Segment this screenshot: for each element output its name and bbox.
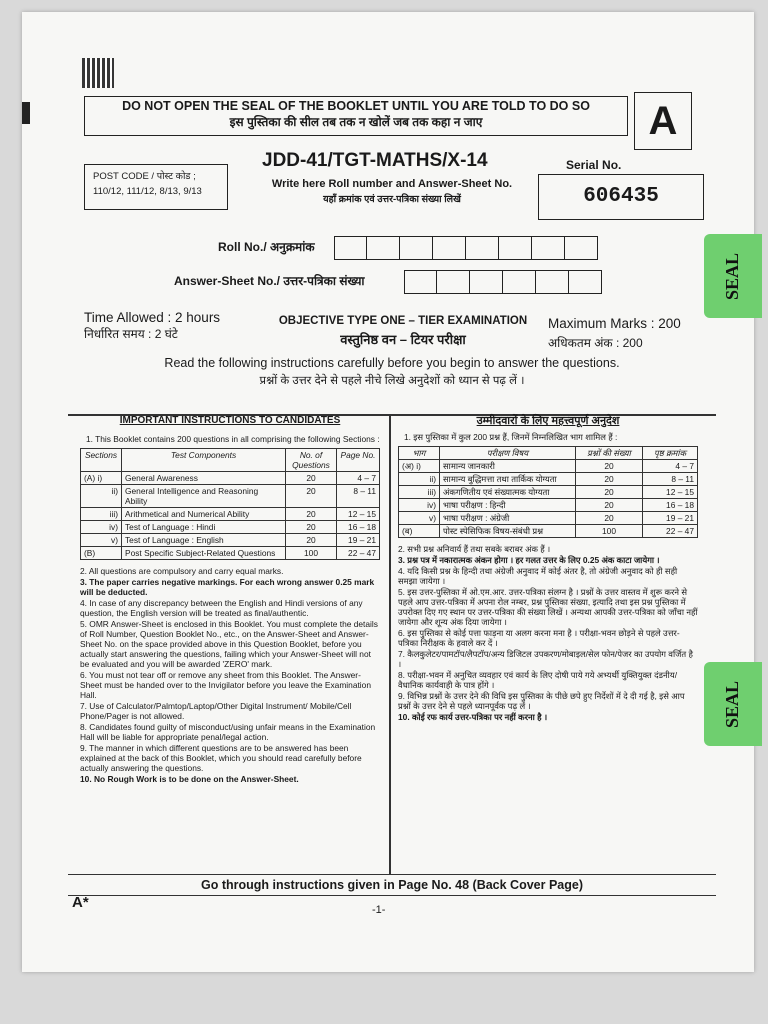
column-header: प्रश्नों की संख्या: [576, 447, 643, 460]
exam-type-hi: वस्तुनिष्ठ वन – टियर परीक्षा: [340, 332, 466, 347]
column-header: No. of Questions: [286, 449, 337, 472]
answer-sheet-label: Answer-Sheet No./ उत्तर-पत्रिका संख्या: [174, 274, 365, 288]
table-cell: सामान्य जानकारी: [440, 460, 576, 473]
list-item: 8. Candidates found guilty of misconduct/using unfair means in the Examination Hall will be liable for appropriate penal/legal action.: [80, 722, 376, 742]
list-item: 8. परीक्षा-भवन में अनुचित व्यवहार एवं कार्य के लिए दोषी पाये गये अभ्यर्थी युक्तियुक्त दंडनीय/वैधानिक कार्यवाही के पात्र होंगे ।: [398, 670, 678, 690]
seal-warning-box: [84, 96, 628, 136]
table-cell: iii): [399, 486, 440, 499]
column-header: Test Components: [122, 449, 286, 472]
table-cell: 22 – 47: [643, 525, 698, 538]
booklet-mark: A*: [72, 894, 89, 911]
back-cover-note: Go through instructions given in Page No. 48 (Back Cover Page): [68, 874, 716, 896]
maximum-marks-hi: अधिकतम अंक : 200: [548, 336, 643, 350]
list-item: 10. No Rough Work is to be done on the Answer-Sheet.: [80, 774, 299, 784]
table-header-row: [399, 447, 698, 460]
binding-strip: [22, 102, 30, 124]
table-cell: v): [81, 534, 122, 547]
table-row: [399, 499, 698, 512]
list-item: 7. कैलकुलेटर/पामटॉप/लैपटॉप/अन्य डिजिटल उपकरण/मोबाइल/सेल फोन/पेजर का उपयोग वर्जित है ।: [398, 649, 693, 669]
table-cell: 8 – 11: [337, 485, 380, 508]
post-code-label: POST CODE / पोस्ट कोड ;: [93, 171, 196, 182]
table-row: [81, 485, 380, 508]
maximum-marks-en: Maximum Marks : 200: [548, 316, 681, 331]
table-row: [81, 521, 380, 534]
table-cell: iii): [81, 508, 122, 521]
table-cell: 20: [286, 508, 337, 521]
exam-type-en: OBJECTIVE TYPE ONE – TIER EXAMINATION: [278, 315, 528, 327]
read-instruction-hi: प्रश्नों के उत्तर देने से पहले नीचे लिखे अनुदेशों को ध्यान से पढ़ लें ।: [259, 375, 525, 387]
table-cell: 16 – 18: [337, 521, 380, 534]
serial-label: Serial No.: [566, 158, 622, 172]
english-intro: 1. This Booklet contains 200 questions in all comprising the following Sections :: [86, 434, 380, 444]
list-item: 7. Use of Calculator/Palmtop/Laptop/Other Digital Instrument/ Mobile/Cell Phone/Pager is not allowed.: [80, 701, 352, 721]
table-cell: Post Specific Subject-Related Questions: [122, 547, 286, 560]
hindi-instructions: [398, 416, 698, 723]
post-code-box: [84, 164, 228, 210]
table-row: [81, 472, 380, 485]
table-cell: 20: [576, 499, 643, 512]
post-code-values: 110/12, 111/12, 8/13, 9/13: [93, 186, 202, 197]
table-cell: ii): [399, 473, 440, 486]
hindi-heading: उम्मीदवारों के लिए महत्त्वपूर्ण अनुदेश: [476, 415, 620, 427]
answer-sheet-number-field[interactable]: [404, 270, 602, 294]
table-cell: पोस्ट स्पेसिफिक विषय-संबंधी प्रश्न: [440, 525, 576, 538]
table-cell: Test of Language : English: [122, 534, 286, 547]
list-item: 3. The paper carries negative markings. For each wrong answer 0.25 mark will be deducted.: [80, 577, 375, 597]
write-instruction-hi: यहाँ क्रमांक एवं उत्तर-पत्रिका संख्या लिखें: [323, 194, 461, 205]
table-cell: 12 – 15: [337, 508, 380, 521]
read-instruction: [72, 356, 712, 388]
table-cell: 4 – 7: [337, 472, 380, 485]
column-divider: [389, 414, 391, 874]
booklet-code: JDD-41/TGT-MATHS/X-14: [262, 150, 488, 171]
table-cell: 22 – 47: [337, 547, 380, 560]
hindi-intro: 1. इस पुस्तिका में कुल 200 प्रश्न हैं, जिनमें निम्नलिखित भाग शामिल हैं :: [404, 432, 618, 442]
table-cell: 12 – 15: [643, 486, 698, 499]
english-heading: IMPORTANT INSTRUCTIONS TO CANDIDATES: [119, 415, 341, 426]
table-cell: iv): [399, 499, 440, 512]
list-item: 5. इस उत्तर-पुस्तिका में ओ.एम.आर. उत्तर-पत्रिका संलग्न है । प्रश्नों के उत्तर वास्तव में शुरू करने से पहले आप उत्तर-पत्रिका में अपना रोल नम्बर, प्रश्न पुस्तिका संख्या, इत्यादि तथा इस प्रश्न पुस्तिका में उपरोक्त दिए गए स्थान पर उत्तर-पत्रिका की संख्या लिखें । अन्यथा आपकी उत्तर-पत्रिका को जाँचा नहीं जायेगा और शून्य अंक दिया जायेगा ।: [398, 587, 698, 627]
table-row: [81, 534, 380, 547]
roll-number-label: Roll No./ अनुक्रमांक: [218, 240, 315, 254]
list-item: 9. The manner in which different questions are to be answered has been explained at the back of this Booklet, which you should read carefully before actually answering the questions.: [80, 743, 362, 773]
table-cell: (अ) i): [399, 460, 440, 473]
warning-hindi: इस पुस्तिका की सील तब तक न खोलें जब तक कहा न जाए: [229, 115, 483, 129]
table-cell: 20: [286, 534, 337, 547]
list-item: 2. All questions are compulsory and carry equal marks.: [80, 566, 284, 576]
table-cell: अंकगणितीय एवं संख्यात्मक योग्यता: [440, 486, 576, 499]
table-cell: General Intelligence and Reasoning Ability: [122, 485, 286, 508]
column-header: परीक्षण विषय: [440, 447, 576, 460]
list-item: 4. In case of any discrepancy between the English and Hindi versions of any question, the English version will be treated as final/authentic.: [80, 598, 363, 618]
english-sections-table: [80, 448, 380, 560]
table-cell: सामान्य बुद्धिमत्ता तथा तार्किक योग्यता: [440, 473, 576, 486]
table-cell: 20: [286, 485, 337, 508]
table-cell: 19 – 21: [643, 512, 698, 525]
table-cell: 20: [576, 460, 643, 473]
table-cell: Test of Language : Hindi: [122, 521, 286, 534]
column-header: Sections: [81, 449, 122, 472]
table-cell: 20: [576, 486, 643, 499]
list-item: 9. विभिन्न प्रश्नों के उत्तर देने की विधि इस पुस्तिका के पीछे छपे हुए निर्देशों में दे दी गई है, इसे आप प्रश्नों के उत्तर देने से पहले ध्यानपूर्वक पढ़ लें ।: [398, 691, 685, 711]
table-cell: 20: [286, 472, 337, 485]
time-allowed-en: Time Allowed : 2 hours: [84, 310, 221, 325]
list-item: 3. प्रश्न पत्र में नकारात्मक अंकन होगा । हर गलत उत्तर के लिए 0.25 अंक काटा जायेगा ।: [398, 555, 660, 565]
table-cell: 20: [576, 512, 643, 525]
time-allowed: [84, 310, 220, 342]
list-item: 6. इस पुस्तिका से कोई पत्ता फाड़ना या अलग करना मना है । परीक्षा-भवन छोड़ने से पहले उत्तर-पत्रिका निरीक्षक के हवाले कर दें ।: [398, 628, 680, 648]
table-row: [399, 525, 698, 538]
exam-type: [258, 315, 548, 348]
seal-tab-top: SEAL: [704, 234, 762, 318]
table-cell: (A) i): [81, 472, 122, 485]
list-item: 10. कोई रफ कार्य उत्तर-पत्रिका पर नहीं करना है ।: [398, 712, 548, 722]
hindi-sections-table: [398, 446, 698, 538]
table-cell: Arithmetical and Numerical Ability: [122, 508, 286, 521]
table-cell: भाषा परीक्षण : अंग्रेजी: [440, 512, 576, 525]
table-cell: 16 – 18: [643, 499, 698, 512]
table-cell: v): [399, 512, 440, 525]
table-row: [399, 486, 698, 499]
table-cell: 100: [286, 547, 337, 560]
question-booklet-cover: [22, 12, 754, 972]
seal-tab-bottom: SEAL: [704, 662, 762, 746]
list-item: 5. OMR Answer-Sheet is enclosed in this Booklet. You must complete the details of Roll Number, Question Booklet No., etc., on the Answer-Sheet and Answer-Sheet No. on the space provided above in this Question Booklet, before you actually start answering the questions, failing which your Answer-Sheet will not be evaluated and you will be awarded 'ZERO' mark.: [80, 619, 378, 669]
table-row: [399, 473, 698, 486]
serial-number: 606435: [538, 174, 704, 220]
roll-number-field[interactable]: [334, 236, 598, 260]
column-header: भाग: [399, 447, 440, 460]
english-instructions: [80, 416, 380, 785]
list-item: 2. सभी प्रश्न अनिवार्य हैं तथा सबके बराबर अंक हैं ।: [398, 544, 551, 554]
table-header-row: [81, 449, 380, 472]
table-cell: General Awareness: [122, 472, 286, 485]
table-cell: भाषा परीक्षण : हिन्दी: [440, 499, 576, 512]
table-cell: 20: [286, 521, 337, 534]
table-cell: iv): [81, 521, 122, 534]
table-cell: 100: [576, 525, 643, 538]
time-allowed-hi: निर्धारित समय : 2 घंटे: [84, 327, 178, 341]
english-instruction-list: [80, 566, 380, 784]
qr-code-icon: [82, 58, 114, 88]
maximum-marks: [548, 316, 681, 351]
page-number: -1-: [372, 904, 386, 916]
table-cell: 19 – 21: [337, 534, 380, 547]
write-instruction: [242, 178, 542, 205]
table-row: [399, 512, 698, 525]
table-row: [399, 460, 698, 473]
table-cell: ii): [81, 485, 122, 508]
table-row: [81, 547, 380, 560]
table-cell: (B): [81, 547, 122, 560]
table-cell: (ब): [399, 525, 440, 538]
warning-english: DO NOT OPEN THE SEAL OF THE BOOKLET UNTIL YOU ARE TOLD TO DO SO: [122, 99, 590, 113]
read-instruction-en: Read the following instructions carefully before you begin to answer the questions.: [164, 356, 620, 370]
column-header: Page No.: [337, 449, 380, 472]
hindi-instruction-list: [398, 544, 698, 722]
list-item: 6. You must not tear off or remove any sheet from this Booklet. The Answer-Sheet must be handed over to the Invigilator before you leave the Examination Hall.: [80, 670, 371, 700]
table-cell: 4 – 7: [643, 460, 698, 473]
table-row: [81, 508, 380, 521]
list-item: 4. यदि किसी प्रश्न के हिन्दी तथा अंग्रेजी अनुवाद में कोई अंतर है, तो अंग्रेजी अनुवाद को ही सही समझा जायेगा ।: [398, 566, 678, 586]
booklet-set-code: A: [634, 92, 692, 150]
table-cell: 20: [576, 473, 643, 486]
table-cell: 8 – 11: [643, 473, 698, 486]
write-instruction-en: Write here Roll number and Answer-Sheet No.: [271, 178, 513, 190]
column-header: पृष्ठ क्रमांक: [643, 447, 698, 460]
